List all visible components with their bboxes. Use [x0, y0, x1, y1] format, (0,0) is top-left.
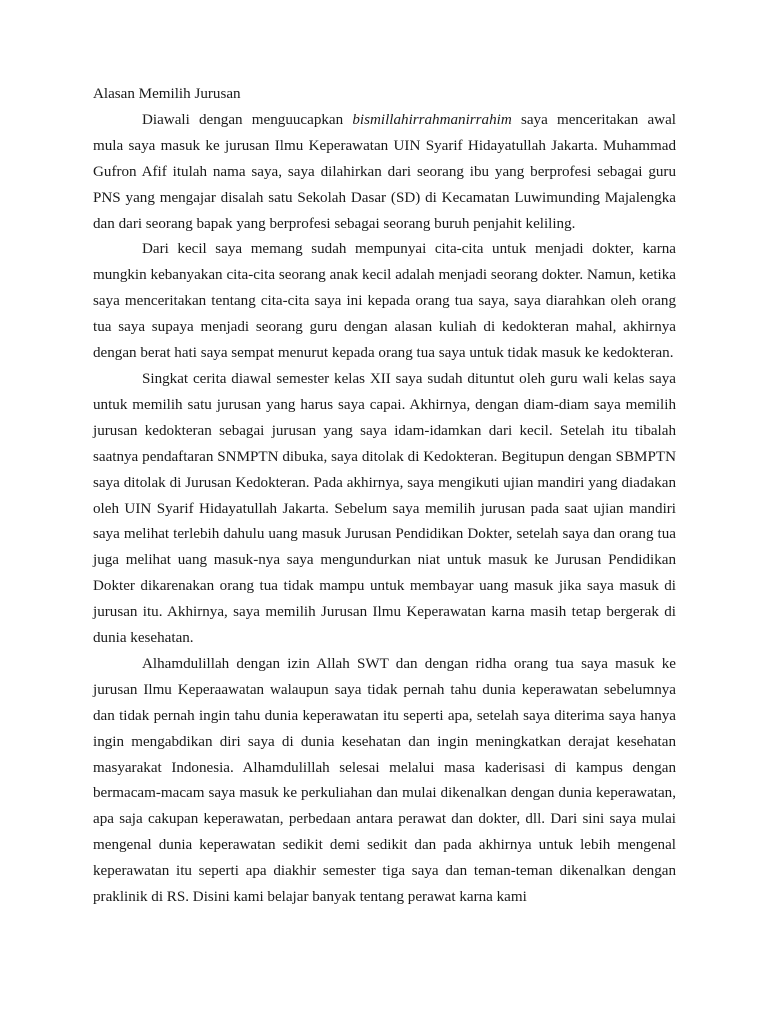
paragraph-2: Dari kecil saya memang sudah mempunyai cita-cita untuk menjadi dokter, karna mungkin kebanyakan cita-cita seorang anak kecil adalah menjadi seorang dokter. Namun, ketika saya menceritakan tentang cita-cita saya ini kepada orang tua saya, saya diarahkan oleh orang tua saya supaya menjadi seorang guru dengan alasan kuliah di kedokteran mahal, akhirnya dengan berat hati saya sempat menurut kepada orang tua saya untuk tidak masuk ke kedokteran.: [93, 241, 676, 362]
paragraph-1-lead: Diawali dengan menguucapkan: [142, 111, 353, 128]
paragraph-1-rest: saya menceritakan awal mula saya masuk ke jurusan Ilmu Keperawatan UIN Syarif Hidayatullah Jakarta. Muhammad Gufron Afif itulah nama saya, saya dilahirkan dari seorang ibu yang berprofesi sebagai guru PNS yang mengajar disalah satu Sekolah Dasar (SD) di Kecamatan Luwimunding Majalengka dan dari seorang bapak yang berprofesi sebagai seorang buruh penjahit keliling.: [93, 111, 676, 232]
paragraph-1-italic-phrase: bismillahirrahmanirrahim: [352, 111, 512, 128]
paragraph-4: Alhamdulillah dengan izin Allah SWT dan dengan ridha orang tua saya masuk ke jurusan Ilmu Keperaawatan walaupun saya tidak pernah tahu dunia keperawatan sebelumnya dan tidak pernah ingin tahu dunia keperawatan itu seperti apa, setelah saya diterima saya hanya ingin mengabdikan diri saya di dunia kesehatan dan ingin meningkatkan derajat kesehatan masyarakat Indonesia. Alhamdulillah selesai melalui masa kaderisasi di kampus dengan bermacam-macam saya masuk ke perkuliahan dan mulai dikenalkan dengan dunia keperawatan, apa saja cakupan keperawatan, perbedaan antara perawat dan dokter, dll. Dari sini saya mulai mengenal dunia keperawatan sedikit demi sedikit dan pada akhirnya untuk lebih mengenal keperawatan itu seperti apa diakhir semester tiga saya dan teman-teman dikenalkan dengan praklinik di RS. Disini kami belajar banyak tentang perawat karna kami: [93, 655, 676, 906]
paragraph-3: Singkat cerita diawal semester kelas XII saya sudah dituntut oleh guru wali kelas saya untuk memilih satu jurusan yang harus saya capai. Akhirnya, dengan diam-diam saya memilih jurusan kedokteran sebagai jurusan yang saya idam-idamkan dari kecil. Setelah itu tibalah saatnya pendaftaran SNMPTN dibuka, saya ditolak di Kedokteran. Begitupun dengan SBMPTN saya ditolak di Jurusan Kedokteran. Pada akhirnya, saya mengikuti ujian mandiri yang diadakan oleh UIN Syarif Hidayatullah Jakarta. Sebelum saya memilih jurusan pada saat ujian mandiri saya melihat terlebih dahulu uang masuk Jurusan Pendidikan Dokter, setelah saya dan orang tua juga melihat uang masuk-nya saya mengundurkan niat untuk masuk ke Jurusan Pendidikan Dokter dikarenakan orang tua tidak mampu untuk membayar uang masuk jika saya masuk di jurusan itu. Akhirnya, saya memilih Jurusan Ilmu Keperawatan karna masih tetap bergerak di dunia kesehatan.: [93, 370, 676, 647]
paragraph-1: [93, 108, 676, 238]
document-title: Alasan Memilih Jurusan: [93, 86, 241, 102]
document-body: [93, 82, 676, 911]
